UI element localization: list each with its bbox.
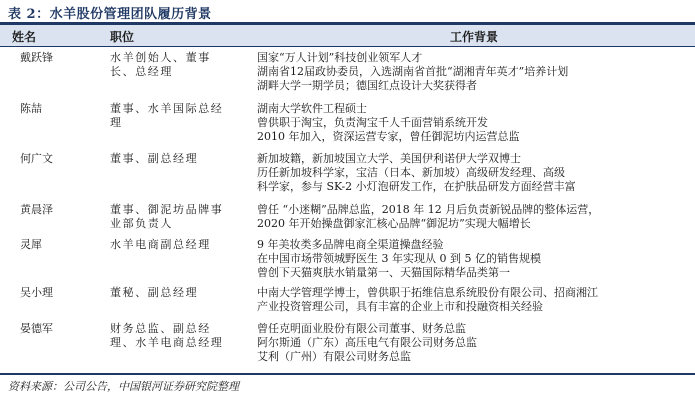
position-line: 长、总经理 <box>110 65 173 78</box>
row-name: 黄晨泽 <box>20 203 53 216</box>
table-title: 表 2：水羊股份管理团队履历背景 <box>8 7 212 22</box>
row-name: 晏德军 <box>20 322 53 335</box>
background-line: 9 年美妆类多品牌电商全渠道操盘经验 <box>257 238 444 251</box>
background-line: 曾创下天猫爽肤水销量第一、天猫国际精华品类第一 <box>257 266 510 279</box>
bottom-rule <box>0 373 695 375</box>
position-line: 董事、水羊国际总经 <box>110 102 224 115</box>
row-background <box>257 286 691 314</box>
row-position <box>110 238 245 252</box>
row-name: 何广文 <box>20 152 53 165</box>
background-line: 曾供职于淘宝，负责淘宝千人千面营销系统开发 <box>257 116 488 129</box>
row-position <box>110 102 245 130</box>
row-background <box>257 152 691 194</box>
position-line: 水羊电商副总经理 <box>110 238 211 251</box>
header-position: 职位 <box>110 30 135 44</box>
row-background <box>257 51 691 93</box>
background-line: 历任新加坡科学家，宝洁（日本、新加坡）高级研发经理、高级 <box>257 166 565 179</box>
table-header <box>0 25 695 46</box>
background-line: 曾任 “小迷糊”品牌总监，2018 年 12 月后负责新锐品牌的整体运营， <box>257 203 600 216</box>
background-line: 科学家，参与 SK-2 小灯泡研发工作，在护肤品研发方面经营丰富 <box>257 180 576 193</box>
row-position <box>110 51 245 79</box>
background-line: 国家“万人计划”科技创业领军人才 <box>257 51 423 64</box>
row-name: 陈喆 <box>20 102 42 115</box>
background-line: 2020 年开始操盘御家汇核心品牌“御泥坊”实现大幅增长 <box>257 217 531 230</box>
row-background <box>257 322 691 364</box>
background-line: 在中国市场带领城野医生 3 年实现从 0 到 5 亿的销售规模 <box>257 252 541 265</box>
row-background <box>257 102 691 144</box>
background-line: 湖畔大学一期学员；德国红点设计大奖获得者 <box>257 79 477 92</box>
position-line: 董秘、副总经理 <box>110 286 199 299</box>
position-line: 水羊创始人、董事 <box>110 51 211 64</box>
position-line: 财务总监、副总经 <box>110 322 211 335</box>
row-name: 灵犀 <box>20 238 42 251</box>
background-line: 新加坡籍，新加坡国立大学、美国伊利诺伊大学双博士 <box>257 152 521 165</box>
background-line: 艾利（广州）有限公司财务总监 <box>257 350 411 363</box>
position-line: 董事、御泥坊品牌事 <box>110 203 224 216</box>
position-line: 理、水羊电商总经理 <box>110 336 224 349</box>
row-background <box>257 238 691 280</box>
background-line: 中南大学管理学博士，曾供职于拓维信息系统股份有限公司、招商湘江 <box>257 286 598 299</box>
background-line: 湖南大学软件工程硕士 <box>257 102 367 115</box>
row-position <box>110 203 245 231</box>
row-background <box>257 203 691 231</box>
position-line: 董事、副总经理 <box>110 152 199 165</box>
row-name: 戴跃锋 <box>20 51 53 64</box>
header-name: 姓名 <box>12 30 37 44</box>
row-name: 吴小理 <box>20 286 53 299</box>
header-rule <box>0 46 695 47</box>
position-line: 理 <box>110 116 123 129</box>
header-background: 工作背景 <box>450 30 499 44</box>
row-position <box>110 152 245 166</box>
row-position <box>110 322 245 350</box>
background-line: 2010 年加入，资深运营专家，曾任御泥坊内运营总监 <box>257 130 520 143</box>
source-note: 资料来源：公司公告，中国银河证券研究院整理 <box>8 380 239 393</box>
background-line: 湖南省12届政协委员，入选湖南省首批“湖湘青年英才”培养计划 <box>257 65 569 78</box>
background-line: 产业投资管理公司，具有丰富的企业上市和投融资相关经验 <box>257 300 543 313</box>
position-line: 业部负责人 <box>110 217 173 230</box>
row-position <box>110 286 245 300</box>
background-line: 曾任克明面业股份有限公司董事、财务总监 <box>257 322 466 335</box>
background-line: 阿尔斯通（广东）高压电气有限公司财务总监 <box>257 336 477 349</box>
